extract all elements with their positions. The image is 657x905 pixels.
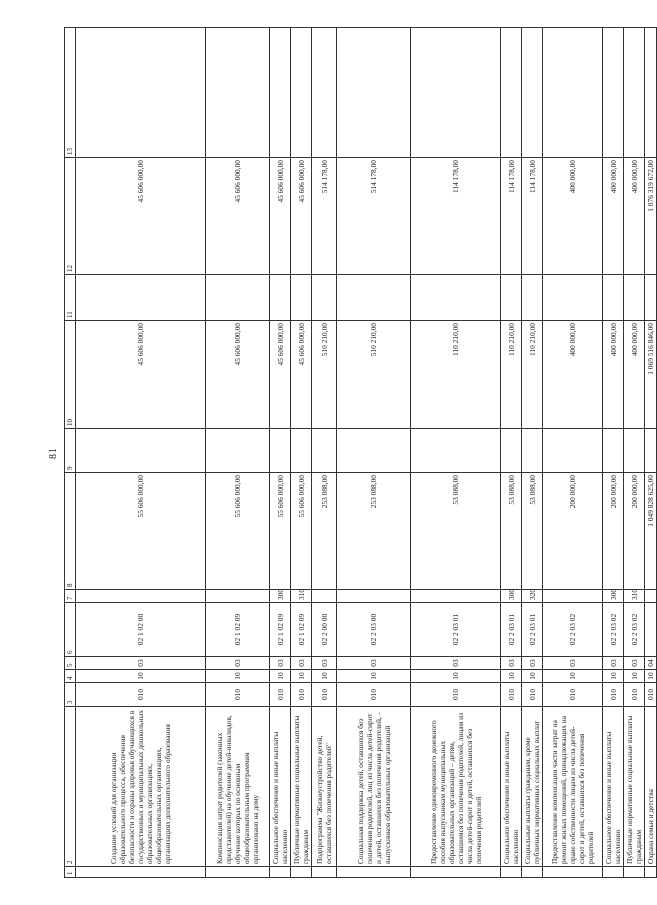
empty-cell xyxy=(543,28,603,158)
amount-cell: 55 606 000,00 xyxy=(206,473,270,590)
amount-cell: 45 606 000,00 xyxy=(76,321,206,429)
code-cell xyxy=(411,590,501,603)
code-cell: 03 xyxy=(501,657,522,670)
empty-cell xyxy=(603,28,624,158)
code-cell: 010 xyxy=(603,683,624,707)
code-cell: 10 xyxy=(76,670,206,683)
column-header: 5 xyxy=(65,657,76,670)
row-name-cell: Предоставление единовременного денежного пособия выпускникам муниципальных образовательных организаций – детям, оставшимся без попечения родителей, лицам из числа детей-сирот и детей, оставшихся без попечения родителей xyxy=(411,707,501,867)
empty-cell xyxy=(312,28,337,158)
row-name-cell: Публичные нормативные социальные выплаты гражданам xyxy=(624,707,645,867)
empty-cell xyxy=(76,28,206,158)
empty-cell xyxy=(603,429,624,473)
empty-cell xyxy=(501,429,522,473)
amount-cell: 253 088,00 xyxy=(337,473,411,590)
empty-cell xyxy=(522,429,543,473)
row-index-cell xyxy=(312,867,337,878)
code-cell: 02 2 03 02 xyxy=(543,603,603,657)
amount-cell: 514 178,00 xyxy=(312,158,337,275)
amount-cell: 110 210,00 xyxy=(411,321,501,429)
empty-cell xyxy=(206,429,270,473)
amount-cell: 110 210,00 xyxy=(501,321,522,429)
code-cell: 02 1 02 00 xyxy=(76,603,206,657)
code-cell: 10 xyxy=(645,670,657,683)
code-cell: 02 2 03 01 xyxy=(522,603,543,657)
empty-cell xyxy=(411,429,501,473)
code-cell: 02 2 00 00 xyxy=(312,603,337,657)
code-cell: 03 xyxy=(411,657,501,670)
column-header: 11 xyxy=(65,275,76,321)
code-cell: 010 xyxy=(522,683,543,707)
amount-cell: 114 178,00 xyxy=(522,158,543,275)
amount-cell: 200 000,00 xyxy=(543,473,603,590)
table-row xyxy=(291,28,312,878)
row-name-cell: Предоставление компенсации части затрат на ремонт жилых помещений, принадлежащих на праве собственности лицам из числа детей-сирот и детей, оставшихся без попечения родителей xyxy=(543,707,603,867)
row-index-cell xyxy=(270,867,291,878)
table-row xyxy=(645,28,657,878)
rotated-document-sheet xyxy=(44,28,655,878)
empty-cell xyxy=(411,28,501,158)
code-cell: 10 xyxy=(603,670,624,683)
code-cell: 010 xyxy=(270,683,291,707)
amount-cell: 45 606 000,00 xyxy=(291,158,312,275)
table-body xyxy=(76,28,657,878)
row-name-cell: Социальные выплаты гражданам, кроме публичных нормативных социальных выплат xyxy=(522,707,543,867)
amount-cell: 45 606 000,00 xyxy=(206,158,270,275)
empty-cell xyxy=(270,429,291,473)
code-cell: 10 xyxy=(624,670,645,683)
code-cell: 03 xyxy=(312,657,337,670)
amount-cell: 400 000,00 xyxy=(603,321,624,429)
row-index-cell xyxy=(206,867,270,878)
table-row xyxy=(543,28,603,878)
amount-cell: 1 049 828 625,00 xyxy=(645,473,657,590)
amount-cell: 114 178,00 xyxy=(411,158,501,275)
code-cell: 320 xyxy=(522,590,543,603)
code-cell: 010 xyxy=(543,683,603,707)
budget-table xyxy=(64,27,657,878)
row-name-cell: Социальное обеспечение и иные выплаты населению xyxy=(603,707,624,867)
empty-cell xyxy=(645,28,657,158)
amount-cell: 400 000,00 xyxy=(603,158,624,275)
amount-cell: 110 210,00 xyxy=(522,321,543,429)
code-cell: 03 xyxy=(603,657,624,670)
empty-cell xyxy=(337,429,411,473)
code-cell: 300 xyxy=(501,590,522,603)
amount-cell: 1 069 516 846,00 xyxy=(645,321,657,429)
empty-cell xyxy=(312,429,337,473)
table-row xyxy=(411,28,501,878)
row-index-cell xyxy=(337,867,411,878)
empty-cell xyxy=(522,28,543,158)
row-index-cell xyxy=(543,867,603,878)
amount-cell: 53 088,00 xyxy=(522,473,543,590)
empty-cell xyxy=(543,429,603,473)
code-cell: 310 xyxy=(624,590,645,603)
table-row xyxy=(624,28,645,878)
code-cell: 03 xyxy=(522,657,543,670)
column-header: 13 xyxy=(65,28,76,158)
empty-cell xyxy=(76,275,206,321)
table-row xyxy=(206,28,270,878)
column-header: 12 xyxy=(65,158,76,275)
code-cell: 03 xyxy=(76,657,206,670)
row-index-cell xyxy=(76,867,206,878)
code-cell: 010 xyxy=(312,683,337,707)
amount-cell: 510 210,00 xyxy=(312,321,337,429)
code-cell: 02 2 03 02 xyxy=(603,603,624,657)
amount-cell: 45 606 000,00 xyxy=(76,158,206,275)
amount-cell: 1 076 319 672,00 xyxy=(645,158,657,275)
code-cell: 10 xyxy=(337,670,411,683)
table-row xyxy=(76,28,206,878)
code-cell: 10 xyxy=(501,670,522,683)
row-index-cell xyxy=(411,867,501,878)
row-index-cell xyxy=(291,867,312,878)
page-number: 81 xyxy=(48,447,59,459)
row-name-cell: Социальное обеспечение и иные выплаты населению xyxy=(501,707,522,867)
code-cell: 03 xyxy=(337,657,411,670)
code-cell: 03 xyxy=(270,657,291,670)
code-cell xyxy=(206,590,270,603)
table-row xyxy=(603,28,624,878)
column-header: 3 xyxy=(65,683,76,707)
code-cell: 02 2 03 01 xyxy=(411,603,501,657)
code-cell: 03 xyxy=(624,657,645,670)
code-cell: 02 1 02 09 xyxy=(206,603,270,657)
column-header: 9 xyxy=(65,429,76,473)
table-row xyxy=(312,28,337,878)
code-cell: 10 xyxy=(411,670,501,683)
amount-cell: 55 606 000,00 xyxy=(270,473,291,590)
column-header: 2 xyxy=(65,707,76,867)
code-cell: 10 xyxy=(270,670,291,683)
empty-cell xyxy=(337,275,411,321)
empty-cell xyxy=(603,275,624,321)
code-cell xyxy=(76,590,206,603)
code-cell: 02 2 03 01 xyxy=(501,603,522,657)
row-index-cell xyxy=(624,867,645,878)
amount-cell: 53 088,00 xyxy=(501,473,522,590)
amount-cell: 200 000,00 xyxy=(624,473,645,590)
amount-cell: 514 178,00 xyxy=(337,158,411,275)
code-cell: 10 xyxy=(206,670,270,683)
code-cell xyxy=(337,590,411,603)
amount-cell: 45 606 000,00 xyxy=(291,321,312,429)
code-cell: 010 xyxy=(76,683,206,707)
row-name-cell: Социальное обеспечение и иные выплаты населению xyxy=(270,707,291,867)
row-index-cell xyxy=(645,867,657,878)
table-header xyxy=(65,28,76,878)
code-cell: 010 xyxy=(337,683,411,707)
code-cell: 010 xyxy=(411,683,501,707)
amount-cell: 253 088,00 xyxy=(312,473,337,590)
empty-cell xyxy=(645,429,657,473)
amount-cell: 45 606 000,00 xyxy=(270,321,291,429)
table-row xyxy=(337,28,411,878)
column-header: 8 xyxy=(65,473,76,590)
code-cell: 02 1 02 09 xyxy=(291,603,312,657)
empty-cell xyxy=(543,275,603,321)
code-cell xyxy=(543,590,603,603)
code-cell: 010 xyxy=(206,683,270,707)
amount-cell: 510 210,00 xyxy=(337,321,411,429)
empty-cell xyxy=(522,275,543,321)
empty-cell xyxy=(291,28,312,158)
code-cell xyxy=(645,590,657,603)
code-cell: 10 xyxy=(291,670,312,683)
empty-cell xyxy=(291,275,312,321)
row-index-cell xyxy=(603,867,624,878)
code-cell: 03 xyxy=(206,657,270,670)
code-cell: 010 xyxy=(501,683,522,707)
code-cell: 300 xyxy=(603,590,624,603)
code-cell: 310 xyxy=(291,590,312,603)
code-cell: 010 xyxy=(291,683,312,707)
table-row xyxy=(522,28,543,878)
column-header: 10 xyxy=(65,321,76,429)
empty-cell xyxy=(206,28,270,158)
amount-cell: 45 606 000,00 xyxy=(206,321,270,429)
amount-cell: 55 606 000,00 xyxy=(291,473,312,590)
row-name-cell: Социальная поддержка детей, оставшихся без попечения родителей, лиц из числа детей-сирот и детей, оставшихся без попечения родителей, – выпускников образовательных организаций xyxy=(337,707,411,867)
code-cell: 03 xyxy=(543,657,603,670)
empty-cell xyxy=(624,429,645,473)
code-cell: 04 xyxy=(645,657,657,670)
empty-cell xyxy=(624,28,645,158)
empty-cell xyxy=(270,275,291,321)
amount-cell: 114 178,00 xyxy=(501,158,522,275)
table-row xyxy=(270,28,291,878)
table-row xyxy=(501,28,522,878)
code-cell: 02 1 02 09 xyxy=(270,603,291,657)
row-index-cell xyxy=(501,867,522,878)
empty-cell xyxy=(76,429,206,473)
code-cell: 300 xyxy=(270,590,291,603)
code-cell: 010 xyxy=(624,683,645,707)
code-cell xyxy=(645,603,657,657)
code-cell: 02 2 03 00 xyxy=(337,603,411,657)
amount-cell: 55 606 000,00 xyxy=(76,473,206,590)
empty-cell xyxy=(624,275,645,321)
column-header: 6 xyxy=(65,603,76,657)
amount-cell: 53 088,00 xyxy=(411,473,501,590)
column-header: 4 xyxy=(65,670,76,683)
row-index-cell xyxy=(522,867,543,878)
code-cell: 10 xyxy=(522,670,543,683)
header-row xyxy=(65,28,76,878)
code-cell: 02 2 03 02 xyxy=(624,603,645,657)
empty-cell xyxy=(501,28,522,158)
code-cell: 10 xyxy=(312,670,337,683)
code-cell: 10 xyxy=(543,670,603,683)
empty-cell xyxy=(206,275,270,321)
code-cell: 010 xyxy=(645,683,657,707)
row-name-cell: Создание условий для организации образовательного процесса, обеспечения безопасности и охраны здоровья обучающихся в государственных и муниципальных дошкольных образовательных организациях, общеобразовательных организациях, организациях дополнительного образования xyxy=(76,707,206,867)
row-name-cell: Охрана семьи и детства xyxy=(645,707,657,867)
row-name-cell: Публичные нормативные социальные выплаты гражданам xyxy=(291,707,312,867)
empty-cell xyxy=(312,275,337,321)
empty-cell xyxy=(270,28,291,158)
empty-cell xyxy=(645,275,657,321)
amount-cell: 200 000,00 xyxy=(603,473,624,590)
amount-cell: 400 000,00 xyxy=(543,321,603,429)
column-header: 7 xyxy=(65,590,76,603)
amount-cell: 400 000,00 xyxy=(624,158,645,275)
empty-cell xyxy=(337,28,411,158)
column-header: 1 xyxy=(65,867,76,878)
code-cell: 03 xyxy=(291,657,312,670)
amount-cell: 400 000,00 xyxy=(624,321,645,429)
row-name-cell: Компенсация затрат родителей (законных представителей) на обучение детей-инвалидов, обучение которых по основным общеобразовательным программам организовано на дому xyxy=(206,707,270,867)
empty-cell xyxy=(411,275,501,321)
code-cell xyxy=(312,590,337,603)
amount-cell: 45 606 000,00 xyxy=(270,158,291,275)
amount-cell: 400 000,00 xyxy=(543,158,603,275)
row-name-cell: Подпрограмма "Жизнеустройство детей, оставшихся без попечения родителей" xyxy=(312,707,337,867)
empty-cell xyxy=(501,275,522,321)
empty-cell xyxy=(291,429,312,473)
